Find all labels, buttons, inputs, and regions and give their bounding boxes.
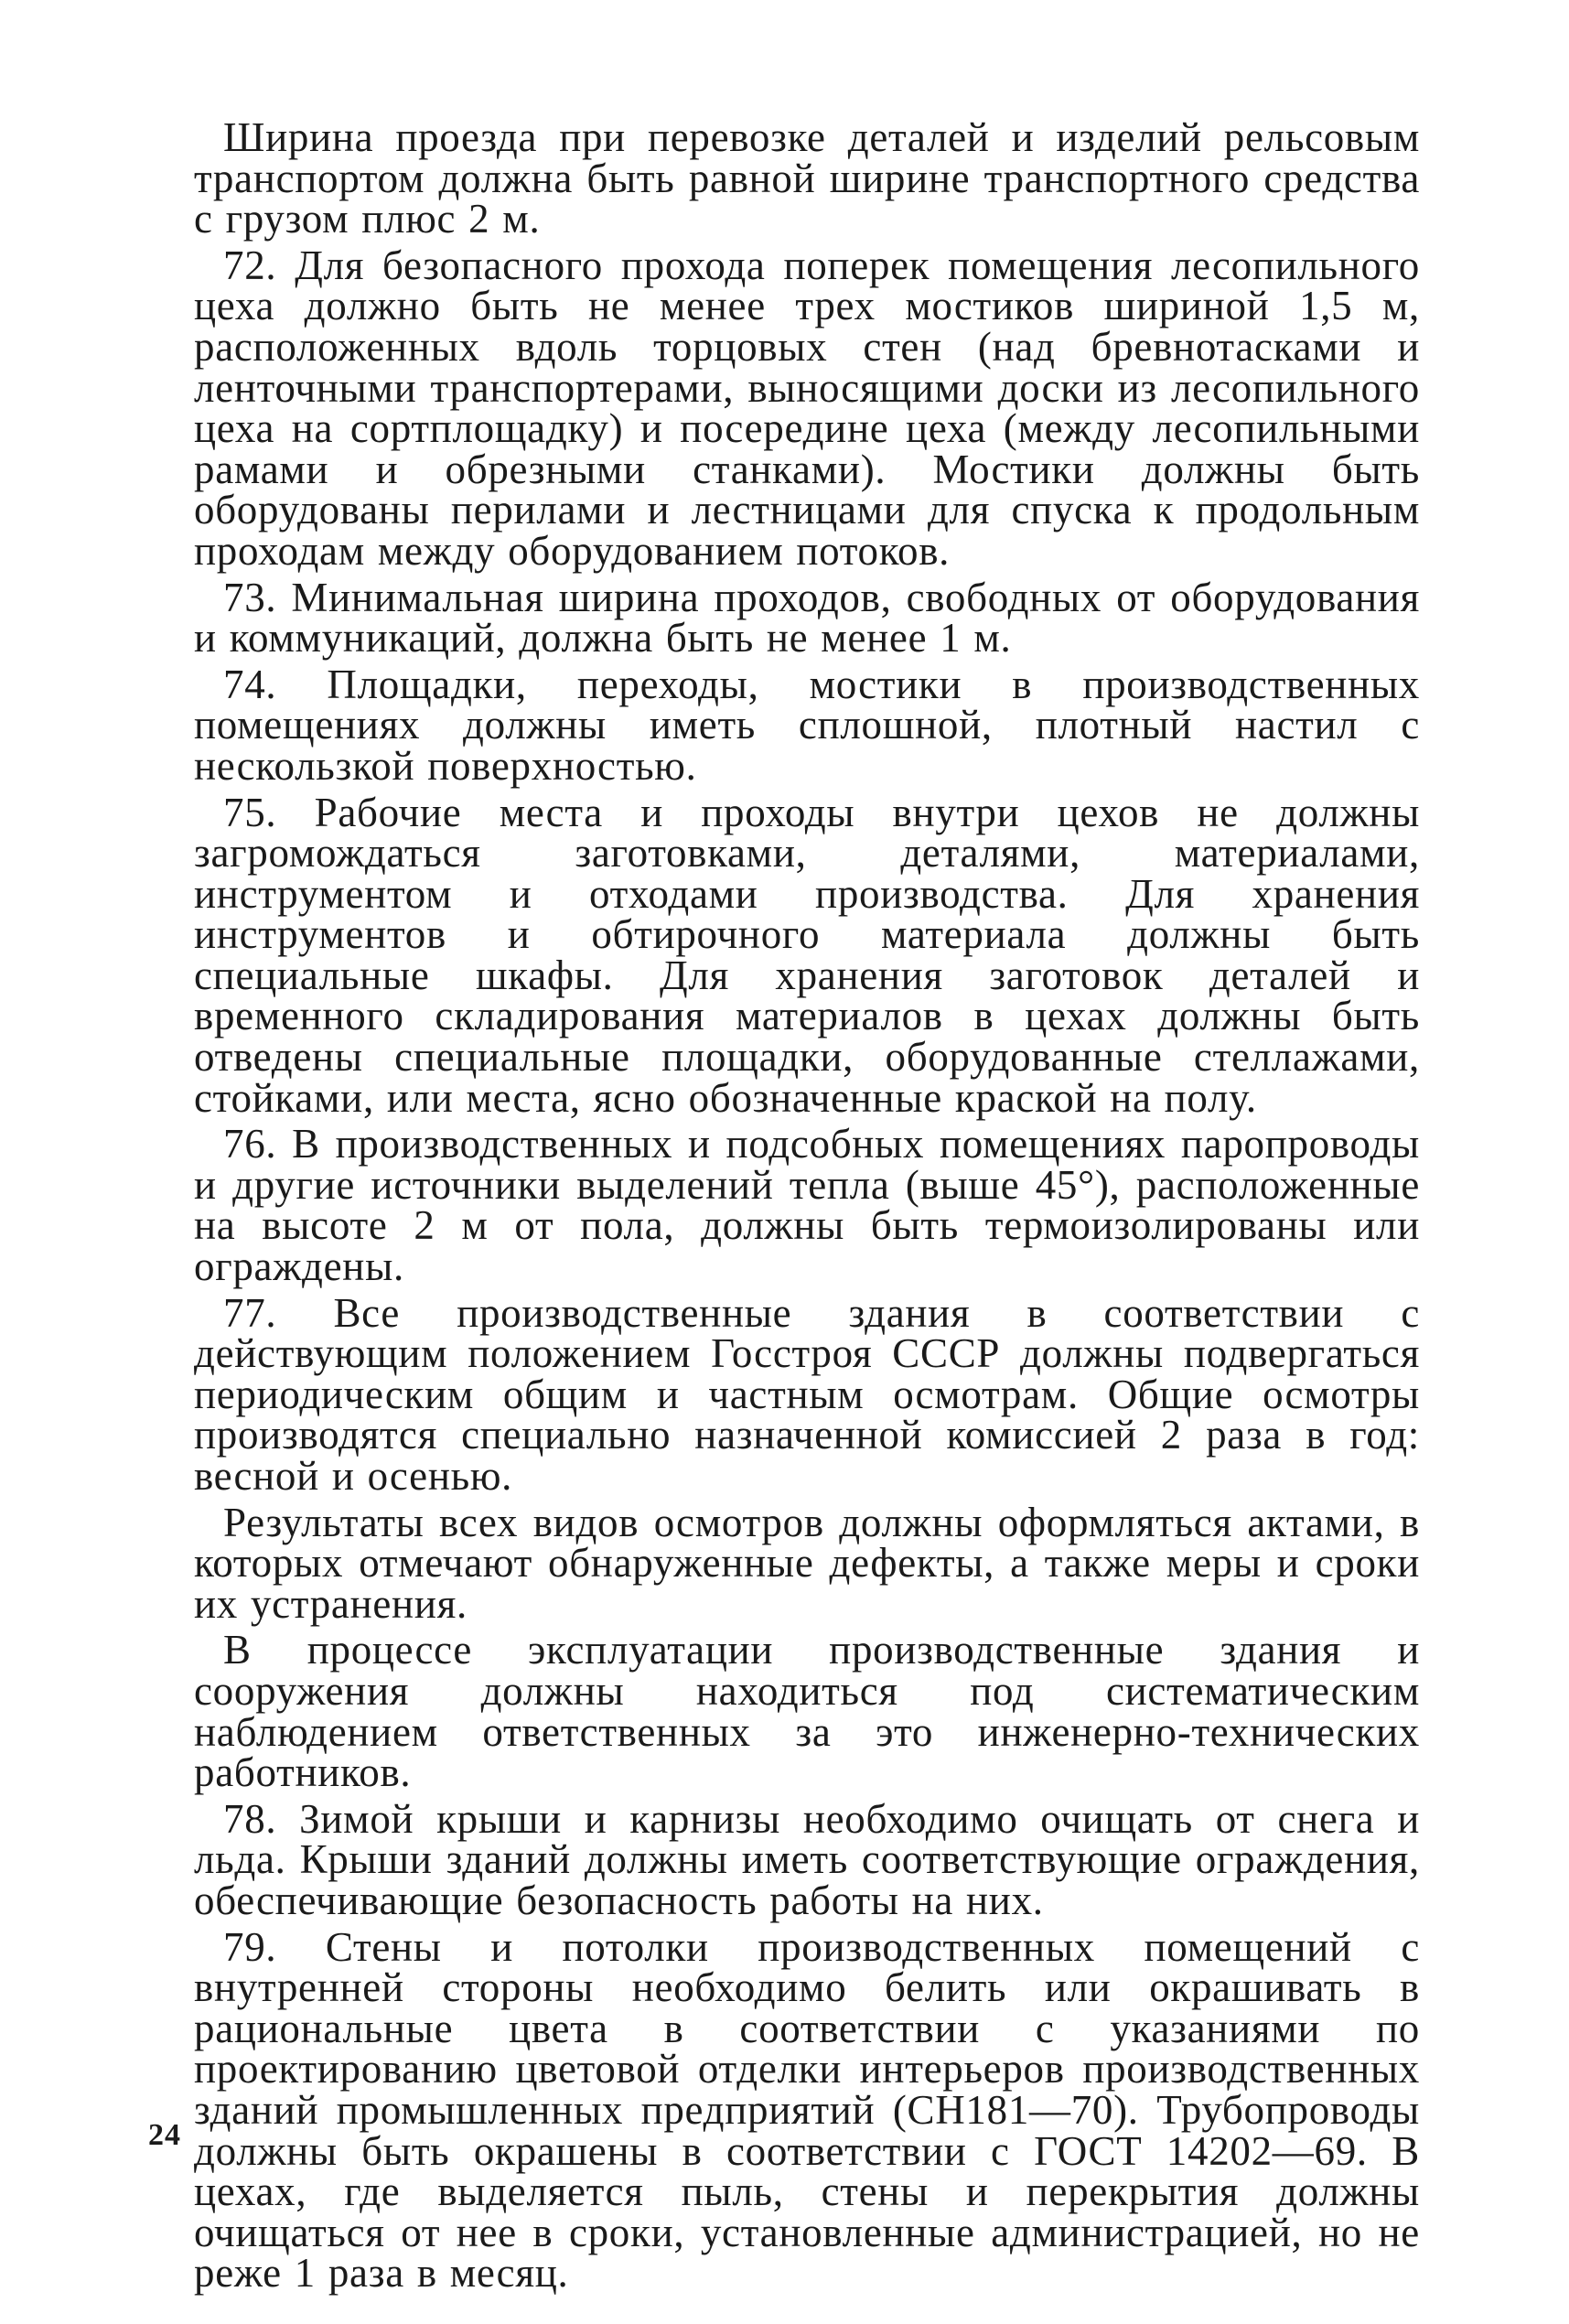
paragraph-72: 72. Для безопасного прохода поперек помещения лесопильного цеха должно быть не менее трех мостиков шириной 1,5 м, расположенных вдоль торцовых стен (над бревнотасками и ленточными транспортерами, выносящими доски из лесопильного цеха на сортплощадку) и посередине цеха (между лесопильными рамами и обрезными станками). Мостики должны быть оборудованы перилами и лестницами для спуска к продольным проходам между оборудованием потоков. [194,242,1420,574]
paragraph-78: 78. Зимой крыши и карнизы необходимо очищать от снега и льда. Крыши зданий должны иметь соответствующие ограждения, обеспечивающие безопасность работы на них. [194,1795,1420,1923]
paragraph-inspection-results: Результаты всех видов осмотров должны оформляться актами, в которых отмечают обнаруженные дефекты, а также меры и сроки их устранения. [194,1499,1420,1627]
paragraph-75: 75. Рабочие места и проходы внутри цехов не должны загромождаться заготовками, деталями, материалами, инструментом и отходами производства. Для хранения инструментов и обтирочного материала должны быть специальные шкафы. Для хранения заготовок деталей и временного складирования материалов в цехах должны быть отведены специальные площадки, оборудованные стеллажами, стойками, или места, ясно обозначенные краской на полу. [194,789,1420,1121]
paragraph-operation-supervision: В процессе эксплуатации производственные здания и сооружения должны находиться под систематическим наблюдением ответственных за это инженерно-технических работников. [194,1627,1420,1796]
paragraph-74: 74. Площадки, переходы, мостики в производственных помещениях должны иметь сплошной, плотный настил с нескользкой поверхностью. [194,661,1420,789]
page-number: 24 [148,2118,181,2152]
body-text [194,114,1420,2299]
paragraph-transport-width: Ширина проезда при перевозке деталей и изделий рельсовым транспортом должна быть равной ширине транспортного средства с грузом плюс 2 м. [194,114,1420,242]
paragraph-79: 79. Стены и потолки производственных помещений с внутренней стороны необходимо белить или окрашивать в рациональные цвета в соответствии с указаниями по проектированию цветовой отделки интерьеров производственных зданий промышленных предприятий (СН181—70). Трубопроводы должны быть окрашены в соответствии с ГОСТ 14202—69. В цехах, где выделяется пыль, стены и перекрытия должны очищаться от нее в сроки, установленные администрацией, но не реже 1 раза в месяц. [194,1923,1420,2297]
paragraph-73: 73. Минимальная ширина проходов, свободных от оборудования и коммуникаций, должна быть не менее 1 м. [194,574,1420,662]
paragraph-77: 77. Все производственные здания в соответствии с действующим положением Госстроя СССР должны подвергаться периодическим общим и частным осмотрам. Общие осмотры производятся специально назначенной комиссией 2 раза в год: весной и осенью. [194,1289,1420,1499]
paragraph-76: 76. В производственных и подсобных помещениях паропроводы и другие источники выделений тепла (выше 45°), расположенные на высоте 2 м от пола, должны быть термоизолированы или ограждены. [194,1121,1420,1290]
